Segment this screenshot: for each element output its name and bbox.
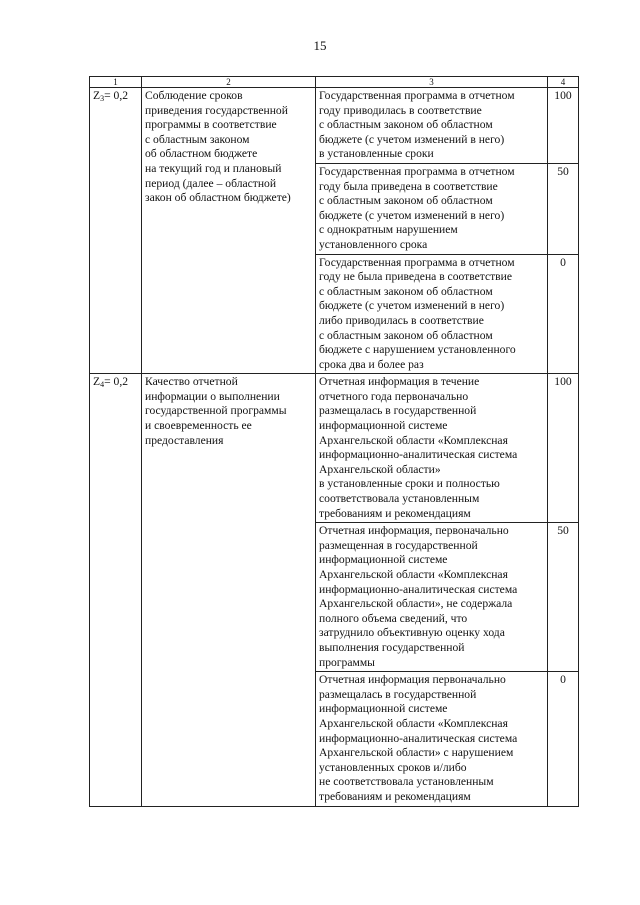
coefficient-value: = 0,2 (104, 375, 129, 389)
score-cell: 50 (548, 163, 579, 254)
coefficient-letter: Z (93, 89, 101, 102)
header-col-1: 1 (90, 77, 142, 88)
condition-cell: Государственная программа в отчетном году была приведена в соответствие с областным законом об областном бюджете (с учетом изменений в него) с однократным нарушением установленного срока (316, 163, 548, 254)
coefficient-index: 3 (100, 94, 105, 103)
criterion-name: Соблюдение сроков приведения государственной программы в соответствие с областным законом об областном бюджете на текущий год и плановый период (далее – областной закон об областном бюджете) (142, 88, 316, 374)
header-col-4: 4 (548, 77, 579, 88)
coefficient-letter: Z (93, 375, 101, 389)
condition-cell: Отчетная информация первоначально размещалась в государственной информационной системе Архангельской области «Комплексная информационно-аналитическая система Архангельской области» с нарушением установленных сроков и/либо не соответствовала установленным требованиям и рекомендациям (316, 672, 548, 806)
condition-cell: Отчетная информация в течение отчетного года первоначально размещалась в государственной информационной системе Архангельской области «Комплексная информационно-аналитическая система Архангельской области» в установленные сроки и полностью соответствовала установленным требованиям и рекомендациям (316, 374, 548, 523)
coefficient-value: = 0,2 (104, 89, 129, 102)
score-cell: 0 (548, 254, 579, 374)
page-number: 15 (313, 38, 327, 53)
condition-cell: Отчетная информация, первоначально размещенная в государственной информационной системе Архангельской области «Комплексная информационно-аналитическая система Архангельской области», не содержала полного объема сведений, что затруднило объективную оценку хода выполнения государственной программы (316, 523, 548, 672)
coefficient-index: 4 (100, 380, 105, 390)
condition-cell: Государственная программа в отчетном году не была приведена в соответствие с областным законом об областном бюджете (с учетом изменений в него) либо приводилась в соответствие с областным законом об областном бюджете с нарушением установленного срока два и более раз (316, 254, 548, 374)
header-col-2: 2 (142, 77, 316, 88)
coefficient-cell (90, 374, 142, 806)
table-row (90, 88, 579, 164)
header-col-3: 3 (316, 77, 548, 88)
condition-cell: Государственная программа в отчетном году приводилась в соответствие с областным законом об областном бюджете (с учетом изменений в него) в установленные сроки (316, 88, 548, 164)
criteria-table (89, 76, 579, 807)
coefficient-cell (90, 88, 142, 374)
score-cell: 100 (548, 88, 579, 164)
header-row (90, 77, 579, 88)
criterion-name: Качество отчетной информации о выполнении государственной программы и своевременность ее предоставления (142, 374, 316, 806)
score-cell: 100 (548, 374, 579, 523)
score-cell: 0 (548, 672, 579, 806)
table-row (90, 374, 579, 523)
score-cell: 50 (548, 523, 579, 672)
